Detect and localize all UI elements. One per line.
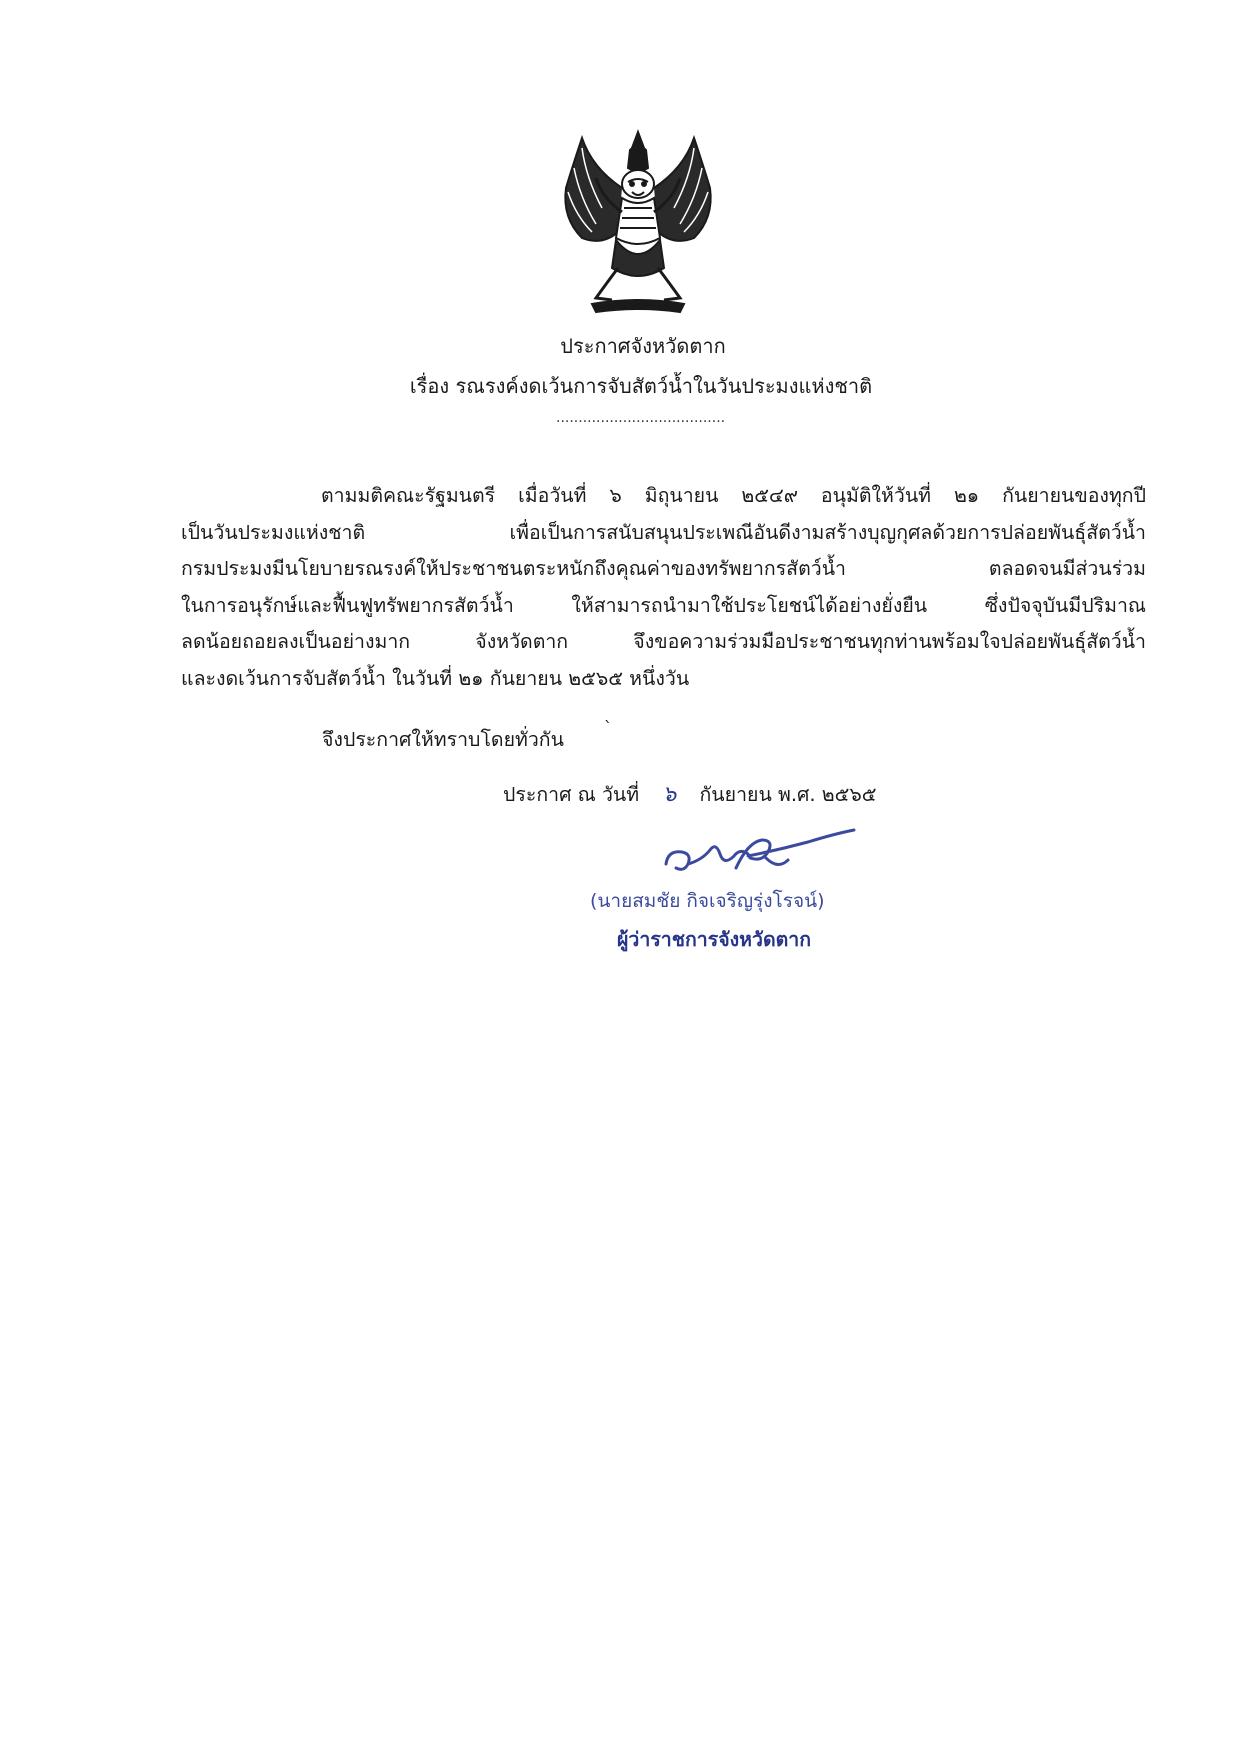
document-heading: ประกาศจังหวัดตาก xyxy=(560,334,726,358)
tick-mark: ˋ xyxy=(604,718,612,737)
document-subject: เรื่อง รณรงค์งดเว้นการจับสัตว์น้ำในวันประมงแห่งชาติ xyxy=(409,374,873,398)
date-month-year: กันยายน พ.ศ. ๒๕๖๕ xyxy=(699,783,877,806)
date-label: ประกาศ ณ วันที่ xyxy=(503,783,640,806)
body-line-6: และงดเว้นการจับสัตว์น้ำ ในวันที่ ๒๑ กันยายน ๒๕๖๕ หนึ่งวัน xyxy=(181,666,690,690)
closing-statement: จึงประกาศให้ทราบโดยทั่วกัน xyxy=(322,728,564,751)
signer-position: ผู้ว่าราชการจังหวัดตาก xyxy=(617,928,812,951)
announcement-date xyxy=(503,776,877,811)
signer-name: (นายสมชัย กิจเจริญรุ่งโรจน์) xyxy=(590,890,825,912)
date-day: ๖ xyxy=(662,782,677,807)
announcement-body xyxy=(181,478,1146,697)
body-line-1: ตามมติคณะรัฐมนตรี เมื่อวันที่ ๖ มิถุนายน ๒๕๔๙ อนุมัติให้วันที่ ๒๑ กันยายนของทุกปี xyxy=(321,484,1146,507)
body-line-5: ลดน้อยถอยลงเป็นอย่างมาก จังหวัดตาก จึงขอความร่วมมือประชาชนทุกท่านพร้อมใจปล่อยพันธุ์สัตว์น้ำ xyxy=(181,630,1146,653)
body-line-2: เป็นวันประมงแห่งชาติ เพื่อเป็นการสนับสนุนประเพณีอันดีงามสร้างบุญกุศลด้วยการปล่อยพันธุ์สัตว์น้ำ xyxy=(181,520,1146,544)
body-line-4: ในการอนุรักษ์และฟื้นฟูทรัพยากรสัตว์น้ำ ให้สามารถนำมาใช้ประโยชน์ได้อย่างยั่งยืน ซึ่งปัจจุบันมีปริมาณ xyxy=(181,593,1146,617)
handwritten-signature xyxy=(658,820,858,882)
body-line-3: กรมประมงมีนโยบายรณรงค์ให้ประชาชนตระหนักถึงคุณค่าของทรัพยากรสัตว์น้ำ ตลอดจนมีส่วนร่วม xyxy=(181,557,1146,580)
garuda-emblem-icon xyxy=(552,128,724,316)
title-separator: ...................................... xyxy=(556,410,726,426)
